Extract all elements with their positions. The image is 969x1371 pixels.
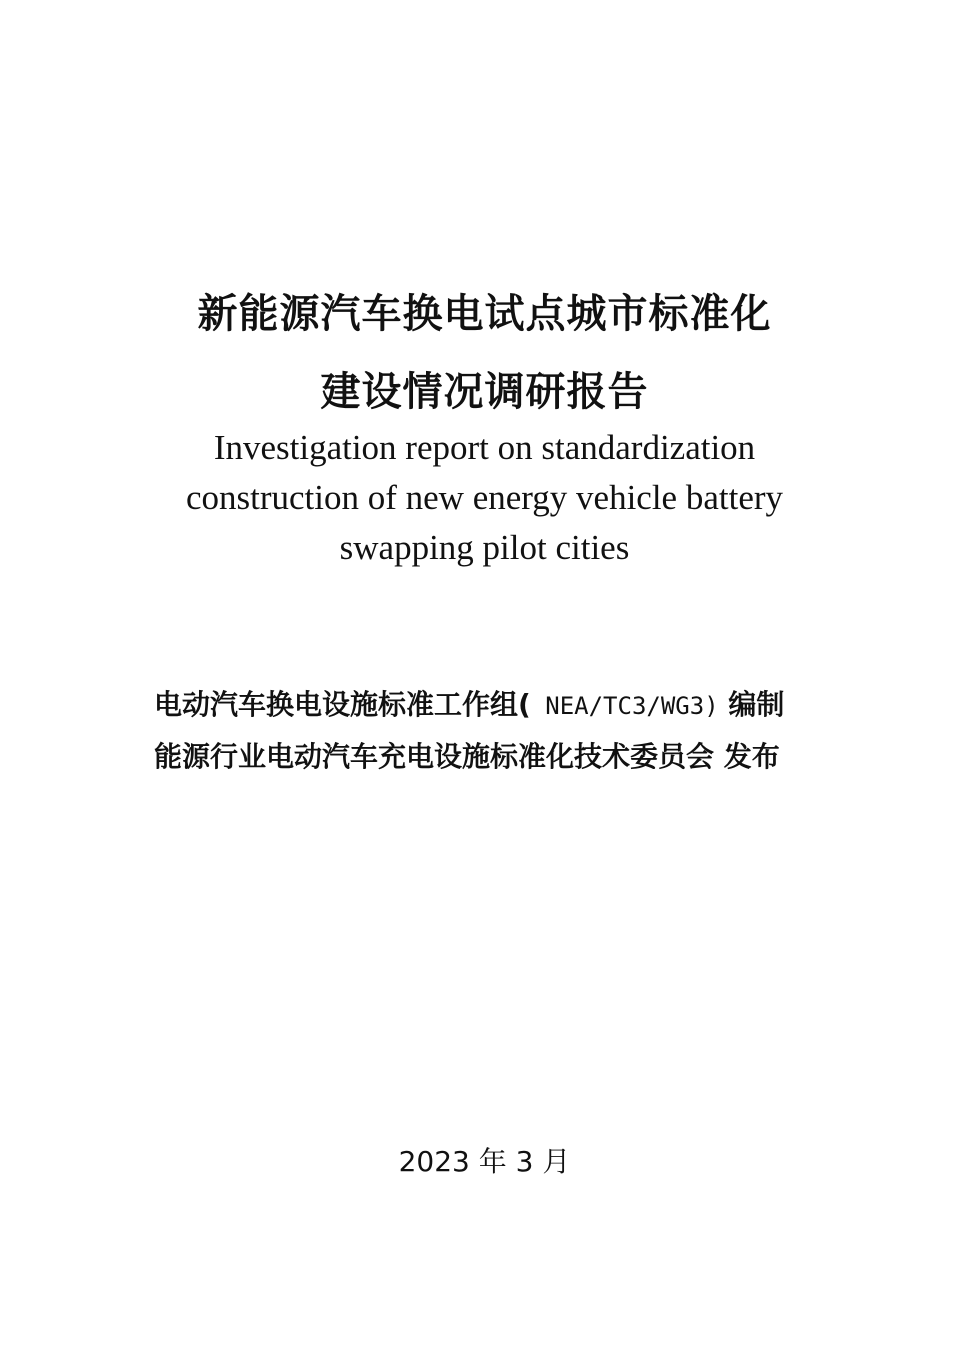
compiler-role: 编制 <box>718 688 785 721</box>
title-en-line-2: construction of new energy vehicle battery <box>185 478 784 517</box>
publisher-role: 发布 <box>714 740 780 773</box>
compiler-code: NEA/TC3/WG3) <box>530 692 719 720</box>
compiler-name: 电动汽车换电设施标准工作组( <box>154 688 531 721</box>
publisher-line <box>154 735 780 775</box>
title-cn-line-2: 建设情况调研报告 <box>320 369 649 415</box>
title-en-line-1: Investigation report on standardization <box>213 428 756 467</box>
title-cn-line-1: 新能源汽车换电试点城市标准化 <box>197 291 772 337</box>
compiler-line <box>154 683 784 723</box>
publication-date: 2023 年 3 月 <box>398 1145 571 1178</box>
title-en-line-3: swapping pilot cities <box>339 528 630 567</box>
publisher-name: 能源行业电动汽车充电设施标准化技术委员会 <box>154 740 715 773</box>
